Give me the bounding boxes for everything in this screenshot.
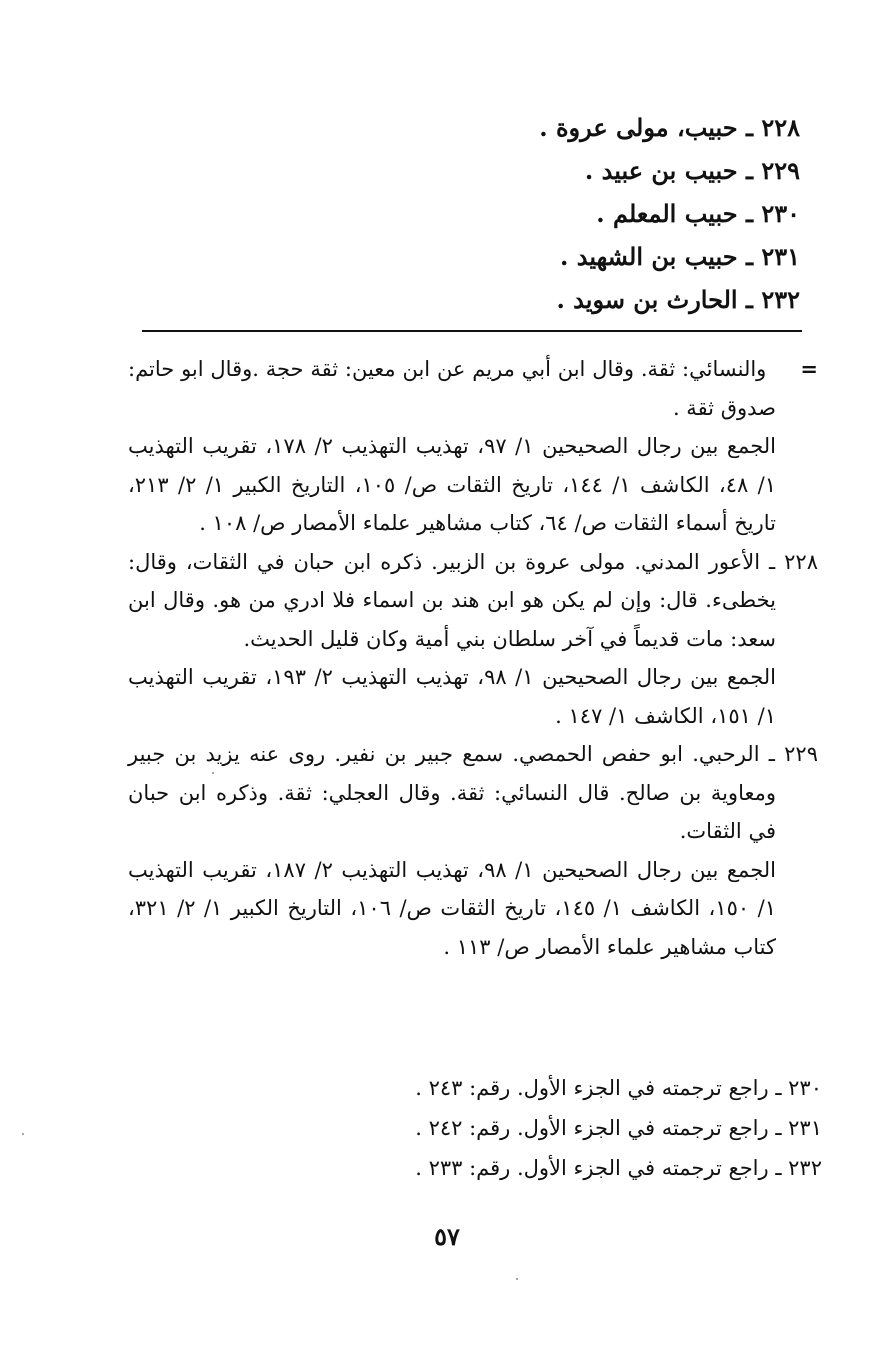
scan-speck <box>22 1133 24 1135</box>
footnotes <box>128 350 818 966</box>
entry-232: ٢٣٢ ـ الحارث بن سويد . <box>556 285 800 314</box>
footnote-continuation <box>128 350 818 543</box>
entry-228: ٢٢٨ ـ حبيب، مولى عروة . <box>539 113 800 142</box>
continuation-refs: الجمع بين رجال الصحيحين ١/ ٩٧، تهذيب التهذيب ٢/ ١٧٨، تقريب التهذيب ١/ ٤٨، الكاشف ١/ ١٤٤، تاريخ الثقات ص/ ١٠٥، التاريخ الكبير ١/ ٢/ ٢١٣، تاريخ أسماء الثقات ص/ ٦٤، كتاب مشاهير علماء الأمصار ص/ ١٠٨ . <box>128 434 776 535</box>
footnote-231: ٢٣١ ـ راجع ترجمته في الجزء الأول. رقم: ٢٤٢ . <box>415 1116 822 1140</box>
footnote-228-text: ٢٢٨ ـ الأعور المدني. مولى عروة بن الزبير. ذكره ابن حبان في الثقات، وقال: يخطىء. قال: وإن لم يكن هو ابن هند بن اسماء فلا ادري من هو. وقال ابن سعد: مات قديماً في آخر سلطان بني أمية وكان قليل الحديث. <box>128 549 818 651</box>
footnote-232: ٢٣٢ ـ راجع ترجمته في الجزء الأول. رقم: ٢٣٣ . <box>415 1156 822 1180</box>
footnote-229 <box>128 735 818 966</box>
entry-list <box>240 106 800 321</box>
entry-231: ٢٣١ ـ حبيب بن الشهيد . <box>560 242 800 271</box>
scan-speck <box>212 772 214 774</box>
footnote-229-text: ٢٢٩ ـ الرحبي. ابو حفص الحمصي. سمع جبير بن نفير. روى عنه يزيد بن جبير ومعاوية بن صالح. قال النسائي: ثقة. وقال العجلي: ثقة. وذكره ابن حبان في الثقات. <box>128 742 818 843</box>
scan-speck <box>516 1278 518 1280</box>
footnote-divider <box>142 330 802 332</box>
short-footnotes <box>222 1068 822 1188</box>
entry-229: ٢٢٩ ـ حبيب بن عبيد . <box>584 156 800 185</box>
continuation-text: والنسائي: ثقة. وقال ابن أبي مريم عن ابن معين: ثقة حجة .وقال ابو حاتم: صدوق ثقة . <box>128 357 776 420</box>
footnote-229-refs: الجمع بين رجال الصحيحين ١/ ٩٨، تهذيب التهذيب ٢/ ١٨٧، تقريب التهذيب ١/ ١٥٠، الكاشف ١/ ١٤٥، تاريخ الثقات ص/ ١٠٦، التاريخ الكبير ١/ ٢/ ٣٢١، كتاب مشاهير علماء الأمصار ص/ ١١٣ . <box>128 857 776 959</box>
page-number: ٥٧ <box>434 1222 460 1251</box>
footnote-228-refs: الجمع بين رجال الصحيحين ١/ ٩٨، تهذيب التهذيب ٢/ ١٩٣، تقريب التهذيب ١/ ١٥١، الكاشف ١/ ١٤٧ . <box>128 665 776 728</box>
footnote-228 <box>128 543 818 736</box>
footnote-230: ٢٣٠ ـ راجع ترجمته في الجزء الأول. رقم: ٢٤٣ . <box>415 1076 822 1100</box>
continuation-marker: = <box>800 356 818 381</box>
entry-230: ٢٣٠ ـ حبيب المعلم . <box>596 199 800 228</box>
